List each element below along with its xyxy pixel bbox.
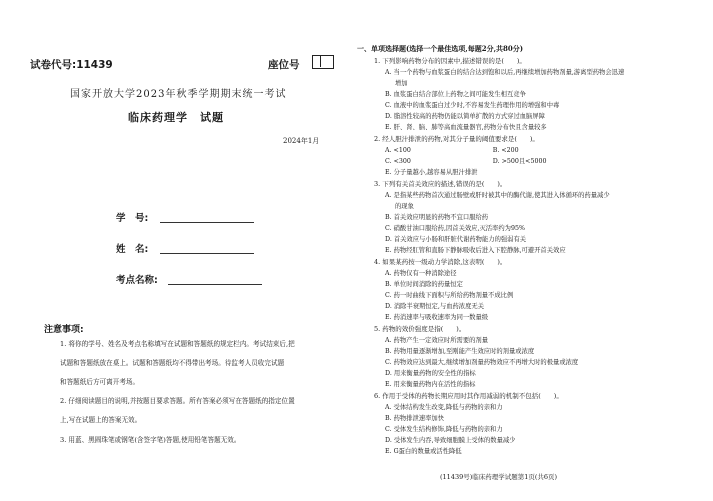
question-2: 2. 经人胆汁排泄的药物,对其分子量的阈值要求是( )。 bbox=[374, 135, 539, 143]
cover-column bbox=[0, 0, 350, 501]
note-line: 上,写在试题上的答案无效。 bbox=[60, 416, 142, 424]
option: C. 受体发生结构修饰,降低与药物的亲和力 bbox=[385, 426, 503, 433]
note-line: 试题和答题纸放在桌上。试题和答题纸均不得带出考场。待监考人员收完试题 bbox=[60, 359, 285, 367]
exam-site-label: 考点名称: bbox=[116, 275, 158, 286]
note-line: 3. 用蓝、黑圆珠笔或钢笔(含签字笔)答题,使用铅笔答题无效。 bbox=[60, 436, 241, 444]
question-5: 5. 药物的效价强度是指( )。 bbox=[374, 325, 466, 333]
option: E. 药物经肛管和直肠下静脉吸收后进入下腔静脉,可避开首关效应 bbox=[385, 247, 566, 254]
option: C. 血液中的血浆蛋白过少时,不容易发生药理作用的增强和中毒 bbox=[385, 102, 560, 109]
option: A. 药物仅有一种消除途径 bbox=[385, 270, 457, 277]
option: E. 分子量越小,越容易从胆汁排泄 bbox=[385, 169, 478, 176]
option-continued: 的现象 bbox=[395, 203, 414, 210]
option: A. 是指某些药物首次通过肠壁或肝时被其中的酶代谢,使其进入体循环的药量减少 bbox=[385, 192, 610, 199]
note-line: 1. 将你的学号、姓名及考点名称填写在试题和答题纸的规定栏内。考试结束后,把 bbox=[60, 340, 295, 348]
option: B. 药物排泄速率加快 bbox=[385, 415, 445, 422]
option: C. 药物效应达到最大,继续增加剂量药物效应不再增大时的极量或浓度 bbox=[385, 359, 579, 366]
student-id-line bbox=[160, 222, 254, 223]
option: D. 受体发生内吞,导致细胞膜上受体的数量减少 bbox=[385, 437, 516, 444]
question-3: 3. 下列有关首关效应的描述,错误的是( )。 bbox=[374, 180, 507, 188]
page-footer: (11439号)临床药理学试题第1页(共6页) bbox=[440, 473, 558, 481]
option-continued: 增加 bbox=[395, 80, 408, 87]
question-4: 4. 如果某药按一级动力学消除,这表明( )。 bbox=[374, 258, 507, 266]
section-heading: 一、单项选择题(选择一个最佳选项,每题2分,共80分) bbox=[357, 44, 524, 53]
question-1: 1. 下列影响药物分布的因素中,描述错误的是( )。 bbox=[374, 57, 526, 65]
option-pair: C. <300 D. >500且<5000 bbox=[385, 158, 547, 165]
note-line: 和答题纸后方可离开考场。 bbox=[60, 378, 140, 386]
option: B. 药物用量逐渐增加,至刚能产生效应时的剂量或浓度 bbox=[385, 348, 535, 355]
seat-number-box bbox=[312, 55, 334, 69]
option: A. 受体结构发生改变,降低与药物的亲和力 bbox=[385, 404, 503, 411]
option: C. 硝酸甘油口服给药,因首关效应,灭活率约为95% bbox=[385, 225, 525, 232]
option: D. 脂溶性较高的药物仍能以简单扩散的方式穿过血脑屏障 bbox=[385, 113, 545, 120]
option: E. 药消速率与吸收速率为同一数量级 bbox=[385, 314, 489, 321]
option: D. 首关效应与小肠和肝脏代谢药物能力的强弱有关 bbox=[385, 236, 527, 243]
seat-number-box-divider bbox=[320, 55, 321, 67]
option: E. 用来衡量药物内在活性的指标 bbox=[385, 381, 476, 388]
option: B. 首关效应明显的药物不宜口服给药 bbox=[385, 214, 489, 221]
name-line bbox=[160, 253, 254, 254]
option: A. 当一个药物与血浆蛋白的结合达到饱和以后,再继续增加药物剂量,游离型药物会迅速 bbox=[385, 69, 625, 76]
option: D. 消除半衰期恒定,与血药浓度无关 bbox=[385, 303, 484, 310]
option: D. 用来衡量药物的安全性的指标 bbox=[385, 370, 476, 377]
exam-code: 试卷代号:11439 bbox=[30, 59, 113, 71]
question-6: 6. 作用于受体的药物长期应用时其作用减弱的机制不包括( )。 bbox=[374, 392, 563, 400]
notes-title: 注意事项: bbox=[44, 325, 84, 335]
seat-label: 座位号 bbox=[268, 59, 300, 71]
option-pair: A. <100 B. <200 bbox=[385, 147, 519, 154]
note-line: 2. 仔细阅读题目的说明,并按题目要求答题。所有答案必须写在答题纸的指定位置 bbox=[60, 397, 295, 405]
exam-date: 2024年1月 bbox=[283, 137, 320, 145]
student-id-label: 学 号: bbox=[116, 213, 149, 224]
questions-column bbox=[350, 0, 713, 501]
option: E. G蛋白的数量或活性降低 bbox=[385, 448, 462, 455]
option: A. 药物产生一定效应时所需要的剂量 bbox=[385, 337, 489, 344]
subject-title: 临床药理学 试题 bbox=[128, 111, 224, 124]
option: E. 肝、肾、脑、肺等高血流量器官,药物分布快且含量较多 bbox=[385, 124, 547, 131]
exam-site-line bbox=[168, 284, 262, 285]
option: C. 药一时曲线下面积与所给药物剂量不成比例 bbox=[385, 292, 514, 299]
option: B. 单位时间消除的药量恒定 bbox=[385, 281, 463, 288]
exam-title: 国家开放大学2023年秋季学期期末统一考试 bbox=[70, 89, 287, 100]
name-label: 姓 名: bbox=[116, 244, 149, 255]
option: B. 血浆蛋白结合部位上药物之间可能发生相互竞争 bbox=[385, 91, 526, 98]
